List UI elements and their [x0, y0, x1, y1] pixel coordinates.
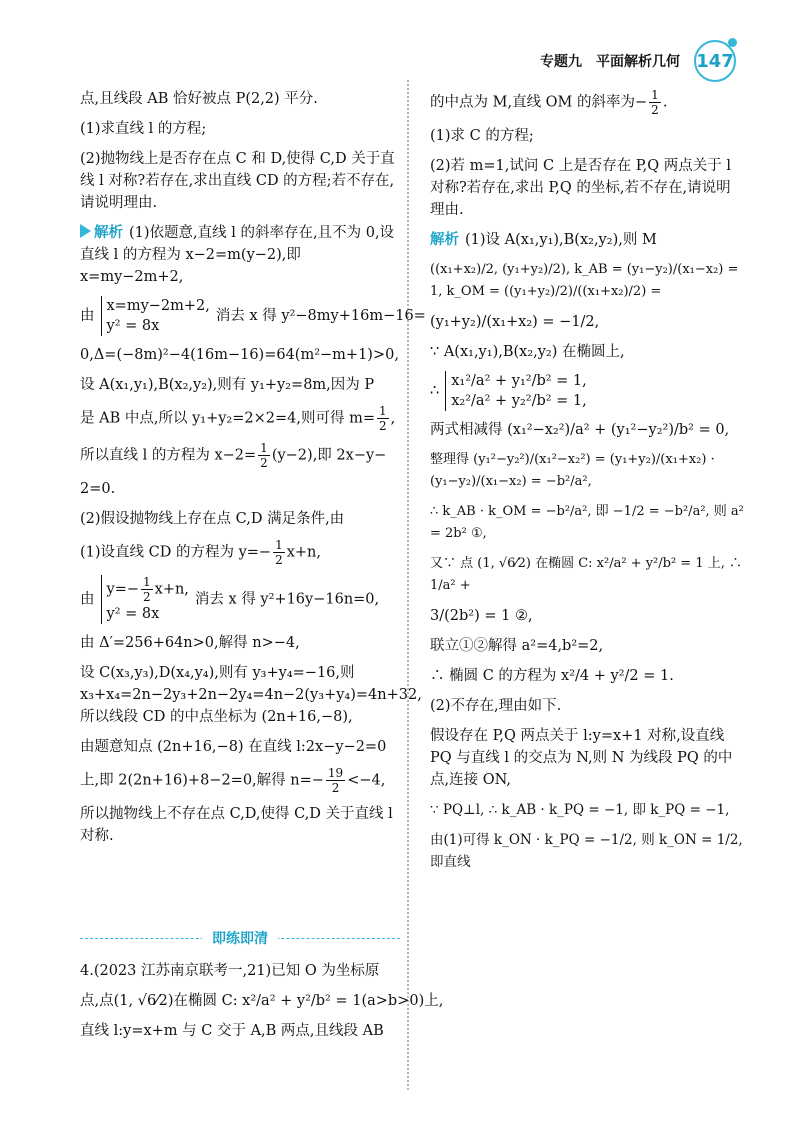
text: x+n,: [286, 544, 321, 561]
equation: x₂²/a² + y₂²/b² = 1,: [451, 393, 587, 409]
text-line: ∴ 椭圆 C 的方程为 x²/4 + y²/2 = 1.: [430, 668, 674, 684]
math-line: [80, 575, 398, 624]
fraction: [377, 404, 389, 433]
chapter-title: 专题九 平面解析几何: [540, 54, 680, 70]
math-line: [80, 766, 398, 795]
text-line: 设 C(x₃,y₃),D(x₄,y₄),则有 y₃+y₄=−16,则 x₃+x₄=2n−2y₃+2n−2y₄=4n−2(y₃+y₄)=4n+32,所以线段 CD 的中点坐标为 (2n+16,−8),: [80, 665, 422, 725]
text: 消去 x 得 y²−8my+16m−16=: [215, 308, 426, 324]
equation: y² = 8x: [106, 318, 160, 334]
numerator: 1: [143, 575, 151, 589]
math-line: [80, 441, 398, 470]
page-header: [540, 40, 736, 82]
text-line: (1)求直线 l 的方程;: [80, 121, 207, 137]
text-line: 点,且线段 AB 恰好被点 P(2,2) 平分.: [80, 91, 318, 107]
fraction: [258, 441, 270, 470]
banner-title: 即练即清: [202, 928, 278, 948]
text: 消去 x 得 y²+16y−16n=0,: [194, 591, 380, 608]
text: 由: [80, 308, 95, 324]
text: (y−2),即 2x−y−: [271, 447, 387, 464]
text: 点,点: [80, 993, 114, 1009]
numerator: 1: [260, 441, 268, 455]
text: 的中点为 M,直线 OM 的斜率为−: [430, 94, 648, 111]
denominator: 2: [143, 590, 151, 604]
text: ,: [390, 410, 396, 427]
text-line: 所以抛物线上不存在点 C,D,使得 C,D 关于直线 l 对称.: [80, 806, 393, 844]
text: (1)设直线 CD 的方程为 y=−: [80, 544, 272, 561]
denominator: 2: [275, 553, 283, 567]
numerator: 19: [327, 766, 344, 780]
text-line: 联立①②解得 a²=4,b²=2,: [430, 638, 604, 654]
text-line: (y₁+y₂)/(x₁+x₂) = −1/2,: [430, 314, 600, 330]
right-column: [430, 86, 744, 881]
text-line: (1)依题意,直线 l 的斜率存在,且不为 0,设直线 l 的方程为 x−2=m(y−2),即 x=my−2m+2,: [80, 225, 395, 285]
text-line: 设 A(x₁,y₁),B(x₂,y₂),则有 y₁+y₂=8m,因为 P: [80, 377, 375, 393]
page-number: 147: [696, 50, 734, 72]
page-number-badge: [694, 40, 736, 82]
math-line: [430, 88, 744, 117]
text: 上,即 2(2n+16)+8−2=0,解得 n=−: [80, 772, 324, 789]
math-line: [80, 538, 398, 567]
text-line: (2)不存在,理由如下.: [430, 698, 562, 714]
numerator: 1: [378, 404, 387, 418]
column-divider: [407, 80, 410, 1090]
text: .: [662, 94, 668, 111]
text-line: 由(1)可得 k_ON · k_PQ = −1/2, 则 k_ON = 1/2, 即直线: [430, 832, 743, 870]
text-line: ∵ A(x₁,y₁),B(x₂,y₂) 在椭圆上,: [430, 344, 625, 360]
section-banner: [80, 926, 400, 950]
equation: x=my−2m+2,: [106, 298, 210, 314]
denominator: 2: [260, 456, 268, 470]
fraction: [649, 88, 661, 117]
numerator: 1: [651, 88, 659, 102]
text-line: 直线 l:y=x+m 与 C 交于 A,B 两点,且线段 AB: [80, 1023, 384, 1039]
math-line: [80, 990, 444, 1012]
denominator: 2: [378, 419, 387, 433]
text: 由: [80, 591, 95, 608]
text-line: ∵ PQ⊥l, ∴ k_AB · k_PQ = −1, 即 k_PQ = −1,: [430, 802, 730, 818]
text-line: (2)若 m=1,试问 C 上是否存在 P,Q 两点关于 l 对称?若存在,求出 P,Q 的坐标,若不存在,请说明理由.: [430, 158, 731, 218]
text-line: 又∵ 点 (1, √6⁄2) 在椭圆 C: x²/a² + y²/b² = 1 上, ∴ 1/a² +: [430, 556, 743, 593]
equation: [107, 575, 189, 604]
text-line: ∴ k_AB · k_OM = −b²/a², 即 −1/2 = −b²/a², 则 a² = 2b² ①,: [430, 504, 744, 541]
equation: y² = 8x: [106, 606, 160, 622]
equation-system: [445, 371, 587, 411]
equation: x₁²/a² + y₁²/b² = 1,: [451, 373, 587, 389]
text: ∴: [430, 383, 440, 399]
solution-label: 解析: [94, 225, 123, 241]
text-line: 4.(2023 江苏南京联考一,21)已知 O 为坐标原: [80, 963, 380, 979]
text-line: ((x₁+x₂)/2, (y₁+y₂)/2), k_AB = (y₁−y₂)/(x₁−x₂) = 1, k_OM = ((y₁+y₂)/2)/((x₁+x₂)/2) =: [430, 262, 739, 299]
fraction: [326, 766, 345, 795]
equation-system: [101, 296, 210, 336]
text: x+n,: [154, 581, 189, 598]
dot-icon: [728, 38, 737, 47]
text: 是 AB 中点,所以 y₁+y₂=2×2=4,则可得 m=: [80, 410, 375, 427]
denominator: 2: [331, 781, 340, 795]
fraction: [141, 575, 153, 604]
text-line: 3/(2b²) = 1 ②,: [430, 608, 533, 624]
text-line: (1)设 A(x₁,y₁),B(x₂,y₂),则 M: [465, 232, 657, 248]
left-column: [80, 86, 426, 855]
equation-system: [101, 575, 189, 624]
numerator: 1: [275, 538, 283, 552]
text-line: 由 Δ′=256+64n>0,解得 n>−4,: [80, 635, 300, 651]
text: 所以直线 l 的方程为 x−2=: [80, 447, 257, 464]
solution-start: [430, 229, 744, 251]
problem-4: [80, 958, 444, 1050]
solution-start: [80, 222, 398, 288]
text: 在椭圆 C: x²/a² + y²/b² = 1(a>b>0)上,: [173, 993, 444, 1009]
text-line: 假设存在 P,Q 两点关于 l:y=x+1 对称,设直线 PQ 与直线 l 的交点为 N,则 N 为线段 PQ 的中点,连接 ON,: [430, 728, 733, 788]
text-line: 0,Δ=(−8m)²−4(16m−16)=64(m²−m+1)>0,: [80, 347, 399, 363]
text-line: (1)求 C 的方程;: [430, 128, 534, 144]
math-line: [80, 296, 426, 336]
text-line: 2=0.: [80, 481, 116, 497]
fraction: [273, 538, 285, 567]
point: (1, √6⁄2): [113, 993, 174, 1009]
arrow-icon: [80, 224, 91, 238]
text-line: 两式相减得 (x₁²−x₂²)/a² + (y₁²−y₂²)/b² = 0,: [430, 422, 730, 438]
text-line: (2)抛物线上是否存在点 C 和 D,使得 C,D 关于直线 l 对称?若存在,求出直线 CD 的方程;若不存在,请说明理由.: [80, 151, 395, 211]
text-line: (2)假设抛物线上存在点 C,D 满足条件,由: [80, 511, 345, 527]
solution-label: 解析: [430, 232, 459, 248]
text-line: 由题意知点 (2n+16,−8) 在直线 l:2x−y−2=0: [80, 739, 387, 755]
math-line: [430, 371, 744, 411]
denominator: 2: [651, 103, 659, 117]
text: y=−: [106, 581, 139, 598]
text: <−4,: [347, 772, 386, 789]
text-line: 整理得 (y₁²−y₂²)/(x₁²−x₂²) = (y₁+y₂)/(x₁+x₂) · (y₁−y₂)/(x₁−x₂) = −b²/a²,: [430, 452, 715, 489]
math-line: [80, 404, 398, 433]
